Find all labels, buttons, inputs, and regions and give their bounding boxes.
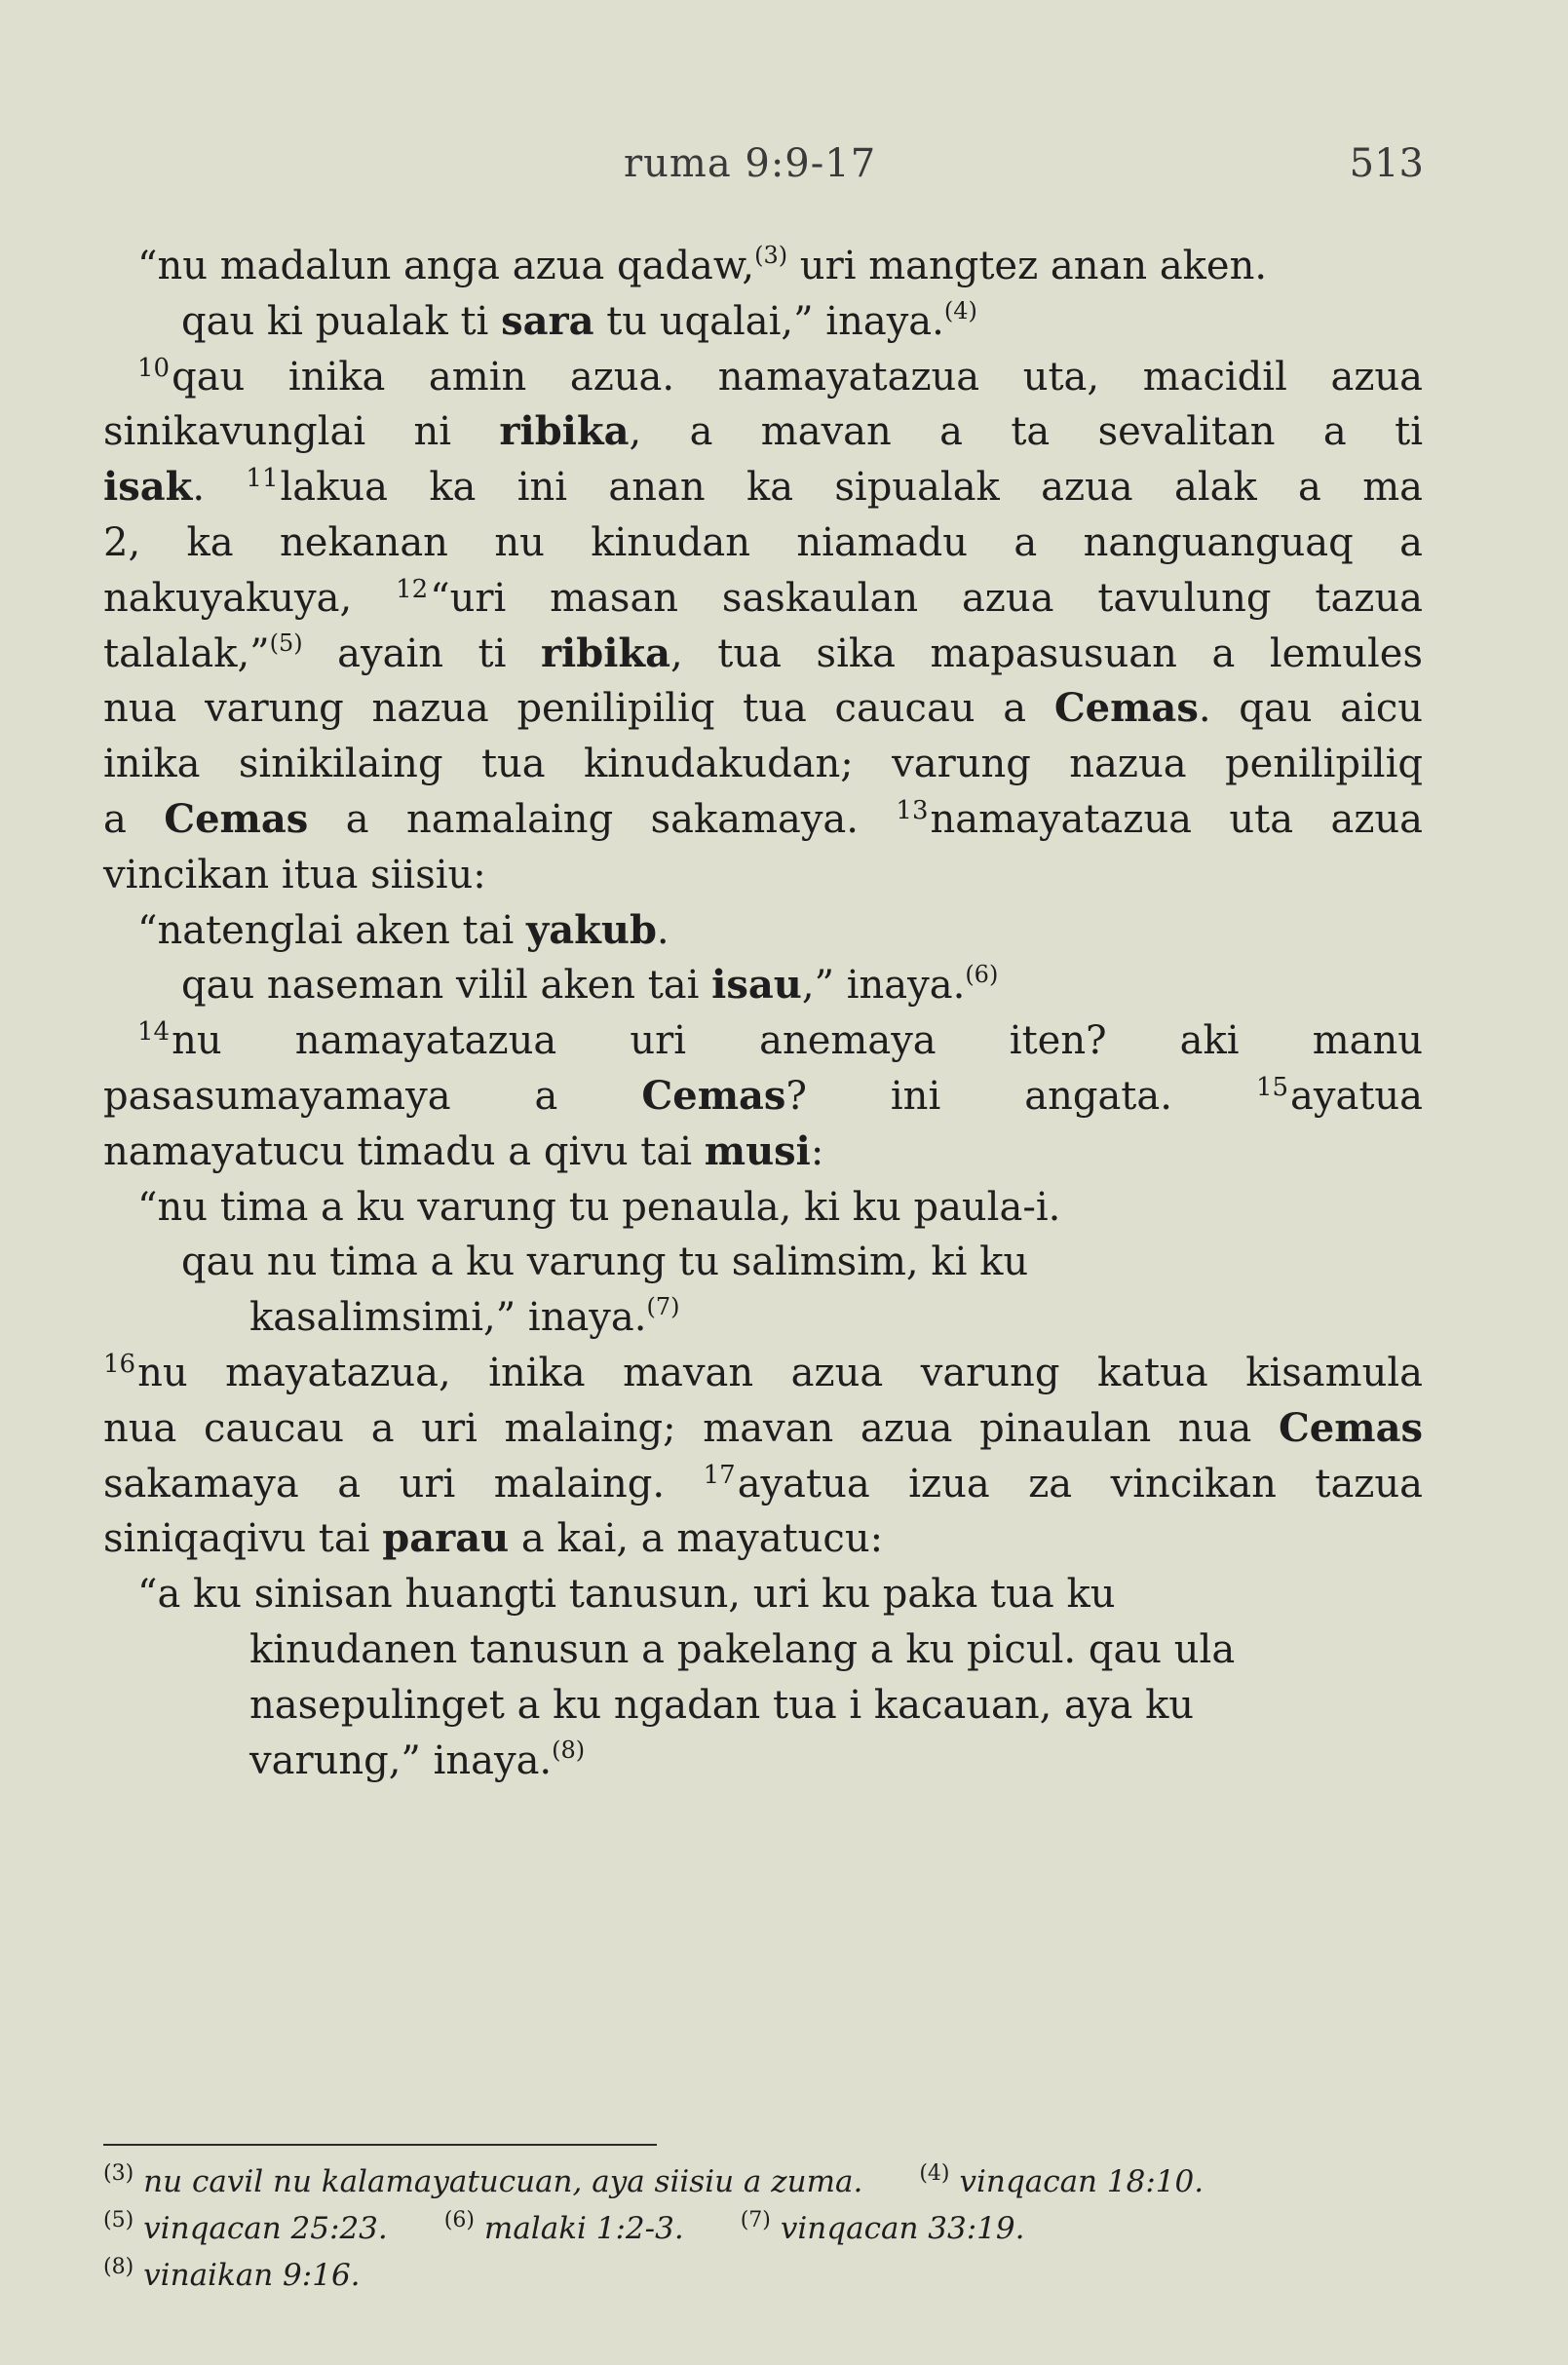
footnotes: [103, 2158, 1423, 2299]
text-line: $^{10}$qau inika amin azua. namayatazua uta, macidil azua: [137, 353, 1423, 400]
text-line: 2, ka nekanan nu kinudan niamadu a nanguanguaq a: [103, 519, 1423, 565]
footnote: [740, 2208, 1025, 2246]
text-line: nua caucau a uri malaing; mavan azua pinaulan nua Cemas: [103, 1404, 1423, 1451]
text-line: nua varung nazua penilipiliq tua caucau a Cemas. qau aicu: [103, 685, 1423, 732]
verse-number: 12: [396, 574, 429, 604]
text-line: pasasumayamaya a Cemas? ini angata. $^{15}$ayatua: [103, 1072, 1424, 1119]
footnote: [103, 2255, 361, 2293]
verse-number: 10: [137, 353, 171, 383]
footnote-line: [103, 2252, 1423, 2299]
verse-number: 15: [1255, 1072, 1289, 1102]
text-line: kinudanen tanusun a pakelang a ku picul. qau ula: [249, 1626, 1236, 1672]
verse-number: 13: [896, 795, 929, 825]
footnote-text: vinqacan 18:10.: [959, 2164, 1205, 2199]
verse-number: 14: [137, 1017, 171, 1048]
text-line: $^{14}$nu namayatazua uri anemaya iten? aki manu: [137, 1017, 1423, 1064]
footnote-mark: (8): [103, 2255, 134, 2279]
text-line: varung,” inaya.$^{(8)}$: [249, 1736, 586, 1783]
footnote-mark: (5): [103, 2208, 134, 2232]
footnote-text: nu cavil nu kalamayatucuan, aya siisiu a zuma.: [143, 2164, 863, 2199]
text-line: “a ku sinisan huangti tanusun, uri ku paka tua ku: [137, 1572, 1116, 1618]
footnote-mark: (4): [919, 2161, 950, 2186]
footnote-mark: (6): [443, 2208, 475, 2232]
page-number: 513: [1349, 141, 1424, 186]
footnote-line: [103, 2158, 1423, 2205]
text-line: vincikan itua siisiu:: [103, 852, 486, 897]
text-line: “natenglai aken tai yakub.: [137, 906, 669, 953]
text-line: qau naseman vilil aken tai isau,” inaya.$^{(6)}$: [181, 961, 999, 1009]
verse-number: 17: [703, 1460, 736, 1490]
text-line: a Cemas a namalaing sakamaya. $^{13}$namayatazua uta azua: [103, 795, 1423, 842]
main-text: [103, 239, 1423, 1788]
footnote-mark: (7): [740, 2208, 771, 2232]
footnote-divider: [103, 2144, 657, 2146]
text-line: kasalimsimi,” inaya.$^{(7)}$: [249, 1293, 680, 1341]
verse-number: 16: [103, 1349, 136, 1379]
running-header: [0, 134, 1568, 193]
running-title: ruma 9:9-17: [624, 141, 877, 186]
footnote: [443, 2208, 684, 2246]
text-line: $^{16}$nu mayatazua, inika mavan azua varung katua kisamula: [103, 1349, 1423, 1395]
text-line: sakamaya a uri malaing. $^{17}$ayatua izua za vincikan tazua: [103, 1460, 1423, 1507]
footnote-text: malaki 1:2-3.: [483, 2211, 684, 2246]
footnote-ref[interactable]: (5): [269, 629, 303, 657]
verse-number: 11: [246, 464, 279, 494]
footnote-ref[interactable]: (8): [552, 1736, 586, 1764]
footnote-text: vinqacan 25:23.: [143, 2211, 388, 2246]
footnote-text: vinqacan 33:19.: [780, 2211, 1025, 2246]
text-line: qau nu tima a ku varung tu salimsim, ki ku: [181, 1240, 1029, 1285]
text-line: namayatucu timadu a qivu tai musi:: [103, 1127, 824, 1174]
footnote-ref[interactable]: (6): [965, 961, 999, 989]
footnote-mark: (3): [103, 2161, 134, 2186]
text-line: sinikavunglai ni ribika, a mavan a ta sevalitan a ti: [103, 408, 1424, 455]
footnote: [103, 2161, 863, 2199]
text-line: talalak,”$^{(5)}$ ayain ti ribika, tua sika mapasusuan a lemules: [103, 629, 1423, 676]
footnote-ref[interactable]: (3): [754, 242, 788, 269]
text-line: isak. $^{11}$lakua ka ini anan ka sipualak azua alak a ma: [103, 464, 1423, 511]
text-line: nasepulinget a ku ngadan tua i kacauan, aya ku: [249, 1682, 1195, 1728]
footnote-line: [103, 2205, 1423, 2252]
footnote-ref[interactable]: (4): [943, 296, 977, 324]
footnote-ref[interactable]: (7): [646, 1293, 680, 1321]
text-line: inika sinikilaing tua kinudakudan; varung nazua penilipiliq: [103, 742, 1423, 787]
footnote-text: vinaikan 9:16.: [143, 2258, 361, 2293]
footnote: [103, 2208, 388, 2246]
text-line: qau ki pualak ti sara tu uqalai,” inaya.$^{(4)}$: [181, 296, 977, 344]
text-line: nakuyakuya, $^{12}$“uri masan saskaulan azua tavulung tazua: [103, 574, 1423, 621]
text-line: siniqaqivu tai parau a kai, a mayatucu:: [103, 1515, 884, 1562]
footnote: [919, 2161, 1205, 2199]
text-line: “nu madalun anga azua qadaw,$^{(3)}$ uri mangtez anan aken.: [137, 242, 1268, 288]
text-line: “nu tima a ku varung tu penaula, ki ku paula-i.: [137, 1184, 1061, 1230]
